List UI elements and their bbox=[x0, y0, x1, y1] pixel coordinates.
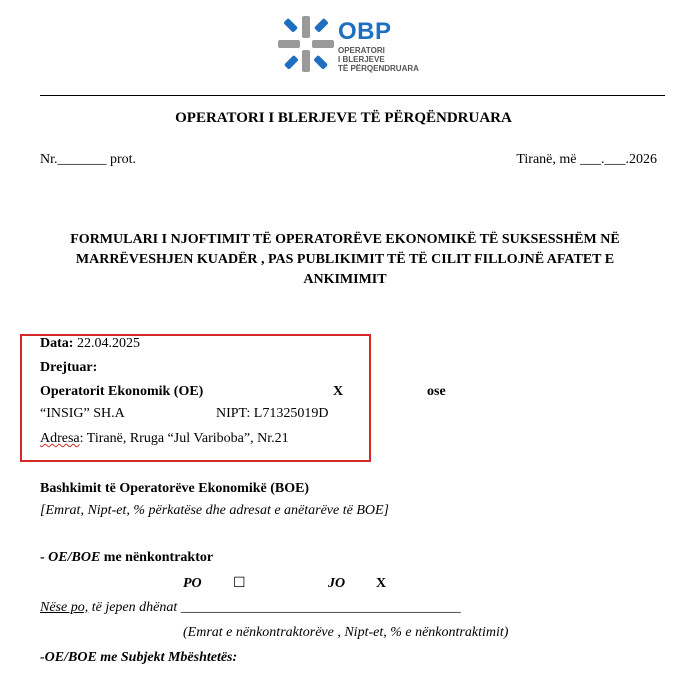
company-nipt: NIPT: L71325019D bbox=[216, 406, 329, 421]
document-date: Tiranë, më ___.___.2026 bbox=[516, 152, 657, 167]
data-label: Data: bbox=[40, 336, 74, 351]
address-line bbox=[40, 431, 289, 447]
support-label: -OE/BOE me Subjekt Mbështetës: bbox=[40, 650, 238, 665]
jo-mark: X bbox=[376, 576, 387, 591]
ose-label: ose bbox=[427, 384, 446, 399]
company-name: “INSIG” SH.A bbox=[40, 406, 125, 421]
dash: - bbox=[40, 550, 49, 565]
po-label: PO bbox=[183, 576, 202, 591]
brand-logo bbox=[338, 18, 419, 73]
boe-label: Bashkimit të Operatorëve Ekonomikë (BOE) bbox=[40, 481, 310, 496]
oe-boe-italic: OE/BOE bbox=[48, 550, 101, 565]
boe-note: [Emrat, Nipt-et, % përkatëse dhe adresat e anëtarëve të BOE] bbox=[40, 503, 390, 518]
address-value: : Tiranë, Rruga “Jul Variboba”, Nr.21 bbox=[79, 431, 289, 446]
nese-po-line bbox=[40, 600, 461, 616]
brand-sub-1: OPERATORI bbox=[338, 46, 385, 55]
header-divider bbox=[40, 95, 665, 96]
brand-sub-2: I BLERJEVE bbox=[338, 55, 385, 64]
form-title-line-1: FORMULARI I NJOFTIMIT TË OPERATORËVE EKONOMIKË TË SUKSESSHËM NË bbox=[70, 232, 620, 247]
nese-po-label: Nëse po, bbox=[40, 600, 89, 615]
form-title bbox=[50, 230, 640, 290]
brand-name: OBP bbox=[338, 18, 392, 45]
po-checkbox[interactable]: ☐ bbox=[233, 576, 246, 591]
address-label: Adresa bbox=[40, 431, 80, 446]
data-value: 22.04.2025 bbox=[76, 336, 140, 351]
nese-po-rest: të jepen dhënat ________________________________________ bbox=[88, 600, 461, 615]
oe-label: Operatorit Ekonomik (OE) bbox=[40, 384, 204, 399]
oe-mark: X bbox=[333, 384, 344, 399]
subcontractor-note: (Emrat e nënkontraktorëve , Nipt-et, % e nënkontraktimit) bbox=[183, 625, 509, 640]
protocol-number: Nr._______ prot. bbox=[40, 152, 137, 167]
subcontractor-rest: me nënkontraktor bbox=[100, 550, 214, 565]
subcontractor-label bbox=[40, 550, 213, 566]
data-line bbox=[40, 336, 140, 352]
form-title-line-3: ANKIMIMIT bbox=[303, 272, 387, 287]
form-title-line-2: MARRËVESHJEN KUADËR , PAS PUBLIKIMIT TË TË CILIT FILLOJNË AFATET E bbox=[75, 252, 615, 267]
org-title: OPERATORI I BLERJEVE TË PËRQËNDRUARA bbox=[175, 110, 512, 126]
drejtuar-label: Drejtuar: bbox=[40, 360, 98, 375]
obp-logo-icon bbox=[276, 14, 336, 74]
jo-label: JO bbox=[328, 576, 346, 591]
brand-sub-3: TË PËRQENDRUARA bbox=[338, 64, 419, 73]
